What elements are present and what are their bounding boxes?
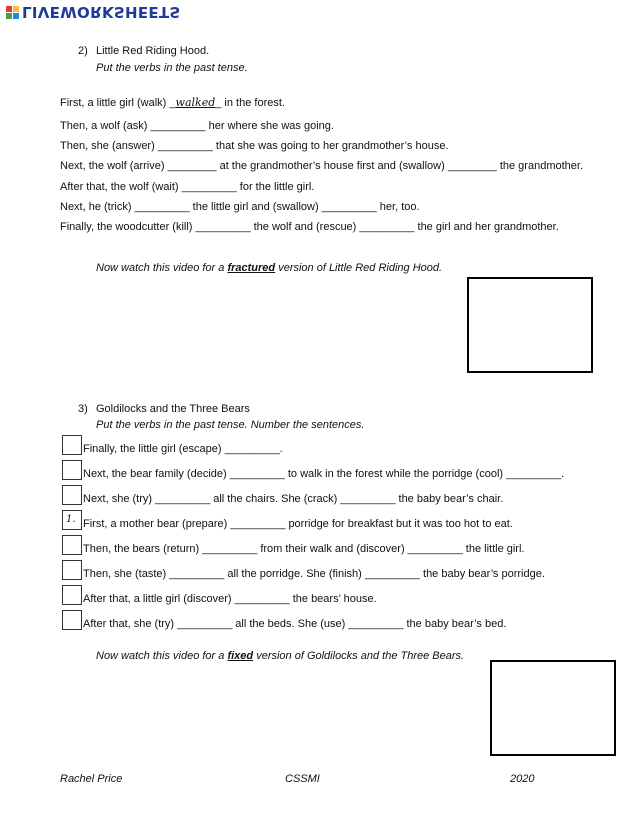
section2-sentence: Next, the wolf (arrive) ________ at the grandmother’s house first and (swallow) ________ the grandmother.: [60, 160, 584, 172]
section3-sentence: Then, she (taste) _________ all the porridge. She (finish) _________ the baby bear’s porridge.: [83, 568, 545, 580]
footer-school: CSSMI: [285, 773, 320, 785]
fractured-emphasis: fractured: [227, 262, 276, 274]
section2-sentence: Finally, the woodcutter (kill) _________ the wolf and (rescue) _________ the girl and her grandmother.: [60, 221, 559, 233]
section3-instruction: Put the verbs in the past tense. Number the sentences.: [96, 419, 365, 431]
first-line-answer[interactable]: walked: [175, 96, 216, 109]
order-checkbox[interactable]: [62, 585, 82, 605]
section2-number: 2): [78, 45, 88, 57]
footer-author: Rachel Price: [60, 773, 123, 785]
section3-sentence: First, a mother bear (prepare) _________ porridge for breakfast but it was too hot to eat.: [83, 518, 513, 530]
section3-sentence: Next, she (try) _________ all the chairs. She (crack) _________ the baby bear’s chair.: [83, 493, 504, 505]
section2-sentence: Then, a wolf (ask) _________ her where she was going.: [60, 120, 334, 132]
order-checkbox[interactable]: [62, 435, 82, 455]
logo-text: LIVEWORKSHEETS: [22, 3, 181, 21]
order-checkbox[interactable]: [62, 610, 82, 630]
section2-sentence: Next, he (trick) _________ the little girl and (swallow) _________ her, too.: [60, 201, 420, 213]
section2-sentence: Then, she (answer) _________ that she was going to her grandmother’s house.: [60, 140, 449, 152]
order-checkbox[interactable]: [62, 560, 82, 580]
liveworksheets-logo: [6, 3, 181, 21]
fixed-emphasis: fixed: [227, 650, 254, 662]
section2-sentence: After that, the wolf (wait) _________ for the little girl.: [60, 181, 315, 193]
section3-sentence: Then, the bears (return) _________ from their walk and (discover) _________ the little girl.: [83, 543, 525, 555]
footer-year: 2020: [510, 773, 535, 785]
section3-video-note: Now watch this video for a fixed version of Goldilocks and the Three Bears.: [96, 650, 465, 662]
order-checkbox[interactable]: [62, 485, 82, 505]
section3-title: Goldilocks and the Three Bears: [96, 403, 250, 415]
logo-grid-icon: [6, 6, 19, 19]
order-checkbox[interactable]: [62, 460, 82, 480]
section2-title: Little Red Riding Hood.: [96, 45, 210, 57]
section3-sentence: After that, she (try) _________ all the beds. She (use) _________ the baby bear’s bed.: [83, 618, 507, 630]
section3-sentence: After that, a little girl (discover) _________ the bears’ house.: [83, 593, 377, 605]
first-line-after: _ in the forest.: [215, 97, 285, 109]
section3-number: 3): [78, 403, 88, 415]
section3-sentence: Next, the bear family (decide) _________ to walk in the forest while the porridge (cool) _________.: [83, 468, 565, 480]
section2-instruction: Put the verbs in the past tense.: [96, 62, 248, 74]
order-checkbox[interactable]: [62, 535, 82, 555]
section2-first-line: [60, 96, 285, 109]
section2-video-note: Now watch this video for a fractured version of Little Red Riding Hood.: [96, 262, 443, 274]
video-box-fixed[interactable]: [490, 660, 616, 756]
first-line-before: First, a little girl (walk) _: [60, 97, 176, 109]
section3-sentence: Finally, the little girl (escape) _________.: [83, 443, 283, 455]
video-box-fractured[interactable]: [467, 277, 593, 373]
order-checkbox[interactable]: 1.: [62, 510, 82, 530]
